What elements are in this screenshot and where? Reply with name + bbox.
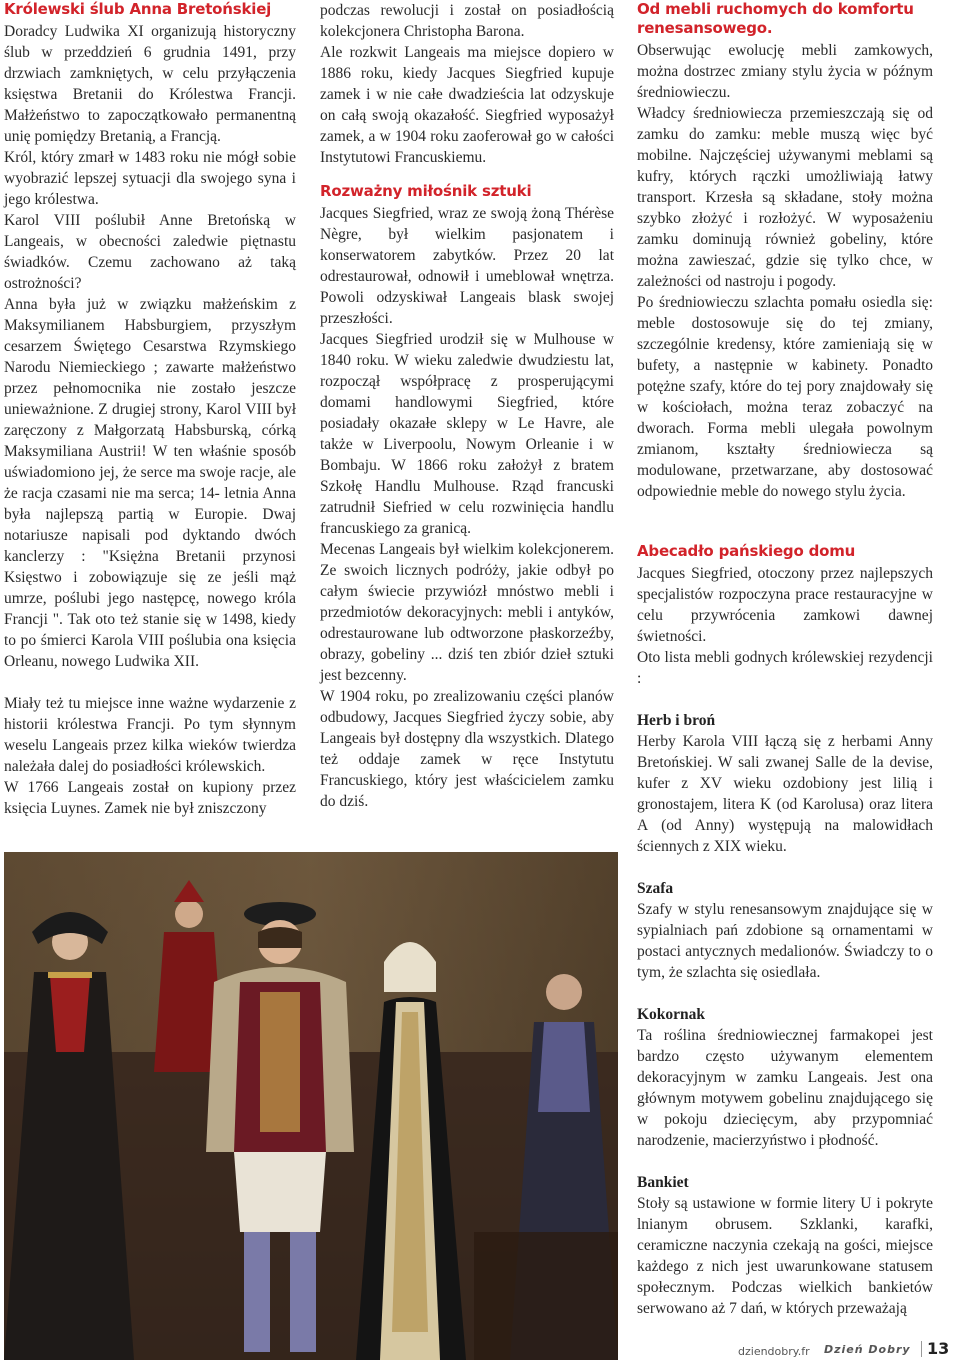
column-left [4,0,296,819]
paragraph: Jacques Siegfried, wraz ze swoją żoną Thérèse Nègre, był wielkim pasjonatem i konserwatorem zabytków. Przez 20 lat odrestaurował, odnowił i umeblował wnętrza. Powoli odzyskiwał Langeais blask swojej przeszłości. [320,205,614,327]
paragraph: Król, który zmarł w 1483 roku nie mógł sobie wyobrazić lepszej sytuacji dla swojego syna i jego królestwa. [4,149,296,208]
subheading-kokornak: Kokornak [637,1006,706,1023]
paragraph: Doradcy Ludwika XI organizują historyczny ślub w przeddzień 6 grudnia 1491, przy drzwiach zamkniętych, w celu przyłączenia księstwa Bretanii do Królestwa Francji. Małżeństwo to zapoczątkowało permanentną unię pomiędzy Bretanią, a Francją. [4,23,296,145]
paragraph: Oto lista mebli godnych królewskiej rezydencji : [637,649,933,687]
heading-furniture: Od mebli ruchomych do komfortu renesansowego. [637,0,914,37]
footer-brand: Dzień Dobry [824,1343,911,1356]
paragraph: Jacques Siegfried, otoczony przez najlepszych specjalistów rozpoczyna prace restauracyjne w celu przywrócenia zamkowi dawnej świetności. [637,565,933,645]
page-footer [728,1338,960,1360]
heading-art-lover: Rozważny miłośnik sztuki [320,182,532,200]
paragraph: Stoły są ustawione w formie litery U i pokryte lnianym obrusem. Szklanki, karafki, ceramiczne naczynia czekają na gości, miejsce każdego z nich jest uwarunkowane statusem społecznym. Podczas wielkich bankietów serwowano aż 7 dań, w których przeważają [637,1195,933,1317]
paragraph: Ale rozkwit Langeais ma miejsce dopiero w 1886 roku, kiedy Jacques Siegfried kupuje zamek i w nie całe dwadzieścia lat odzyskuje on całą swoją okazałość. Siegfried wyposażył zamek, a w 1904 roku zaoferował go w całości Instytutowi Francuskiemu. [320,44,614,166]
paragraph: Po średniowieczu szlachta pomału osiedla się: meble dostosowuje się do tej zmiany, szczególnie kredensy, które zamieniają się w bufety, a następnie w kabinety. Ponadto potężne szafy, które do tej pory znajdowały się w kościołach, można teraz zobaczyć na dworach. Forma mebli ulegała powolnym zmianom, kształty średniowiecza są modulowane, przetwarzane, aby dostosować odpowiednie meble do nowego stylu życia. [637,294,933,500]
paragraph: Władcy średniowiecza przemieszczają się od zamku do zamku: meble muszą więc być mobilne. Najczęściej używanymi meblami są kufry, których rączki umożliwiają łatwy transport. Krzesła są składane, stoły można szybko złożyć i rozłożyć. W wyposażeniu zamku dominują również gobeliny, które można zawieszać, gdzie się tylko chce, w zależności od nastroju i pogody. [637,105,933,290]
paragraph: Obserwując ewolucję mebli zamkowych, można dostrzec zmiany stylu życia w późnym średniowieczu. [637,42,933,101]
paragraph: Anna była już w związku małżeńskim z Maksymilianem Habsburgiem, przyszłym cesarzem Świętego Cesarstwa Rzymskiego Narodu Niemieckiego ; zawarte małżeństwo przez pełnomocnika nie zostało jeszcze unieważnione. Z drugiej strony, Karol VIII był zaręczony z Małgorzatą Habsburską, córką Maksymiliana Austrii! W ten właśnie sposób uświadomiono jej, że serce ma swoje racje, ale że racja czasami nie ma serca; 14- letnia Anna była najlepszą partią w Europie. Dwaj notariusze napisali pod dyktando dwóch kanclerzy : "Księżna Bretanii przynosi Księstwo i zobowiązuje się ze jeśli mąż umrze, poślubi jego następcę, nowego króla Francji ". Tak oto też stanie się w 1498, kiedy to po śmierci Karola VIII poślubia ona księcia Orleanu, nowego Ludwika XII. [4,296,296,670]
heading-alphabet: Abecadło pańskiego domu [637,542,856,560]
paragraph: Karol VIII poślubił Anne Bretońską w Langeais, w obecności zaledwie piętnastu świadków. Czemu zachowano aż taką ostrożności? [4,212,296,292]
column-middle [320,0,614,812]
footer-site: dziendobry.fr [738,1345,810,1358]
paragraph: W 1766 Langeais został on kupiony przez księcia Luynes. Zamek nie był zniszczony [4,779,296,817]
page-number: 13 [927,1339,950,1358]
paragraph: Jacques Siegfried urodził się w Mulhouse w 1840 roku. W wieku zaledwie dwudziestu lat, rozpoczął współpracę z prosperującymi domami handlowymi Siegfried, które posiadały okazałe sklepy w Le Havre, ale także w Liverpoolu, Nowym Orleanie i w Bombaju. W 1866 roku założył z bratem Szkołę Handlu Mulhouse. Rząd francuski zatrudnił Siefried w celu rozwinięcia handlu francuskiego za granicą. [320,331,614,537]
column-right [637,0,933,1319]
paragraph: podczas rewolucji i został on posiadłością kolekcjonera Christopha Barona. [320,2,614,40]
paragraph: W 1904 roku, po zrealizowaniu części planów odbudowy, Jacques Siegfried życzy sobie, aby Langeais był dostępny dla wszystkich. Dlatego też oddaje zamek w ręce Instytutu Francuskiego, który jest właścicielem zamku do dziś. [320,688,614,810]
paragraph: Ta roślina średniowiecznej farmakopei jest bardzo często używanym elementem dekoracyjnym w zamku Langeais. Jest ona głównym motywem gobelinu znajdującego się w pokoju dziecięcym, aby przypomniać narodzenie, macierzyństwo i płodność. [637,1027,933,1149]
subheading-szafa: Szafa [637,880,674,897]
subheading-bankiet: Bankiet [637,1174,689,1191]
paragraph: Miały też tu miejsce inne ważne wydarzenie z historii królestwa Francji. Po tym słynnym weselu Langeais przez kilka wieków twierdza należała dalej do posiadłości królewskich. [4,695,296,775]
wax-figures-photo [4,852,618,1360]
paragraph: Mecenas Langeais był wielkim kolekcjonerem. Ze swoich licznych podróży, jakie odbył po całym świecie przywiózł mnóstwo mebli i przedmiotów dekoracyjnych: mebli i antyków, odrestaurowane lub odtworzone płaskorzeźby, obrazy, gobeliny ... dziś ten zbiór dzieł sztuki jest bezcenny. [320,541,614,684]
heading-royal-wedding: Królewski ślub Anna Bretońskiej [4,0,272,18]
footer-divider [921,1341,922,1357]
paragraph: Herby Karola VIII łączą się z herbami Anny Bretońskiej. W sali zwanej Salle de la devise, kufer z XV wieku ozdobiony jest lilią i gronostajem, litera K (od Karolusa) oraz litera A (od Anny) występują na malowidłach ściennych z XIX wieku. [637,733,933,855]
paragraph: Szafy w stylu renesansowym znajdujące się w sypialniach pań zdobione są ornamentami w postaci antycznych medalionów. Świadczy to o tym, że szlachta się osiedlała. [637,901,933,981]
subheading-herb: Herb i broń [637,712,716,729]
wax-figures-illustration [4,852,618,1360]
